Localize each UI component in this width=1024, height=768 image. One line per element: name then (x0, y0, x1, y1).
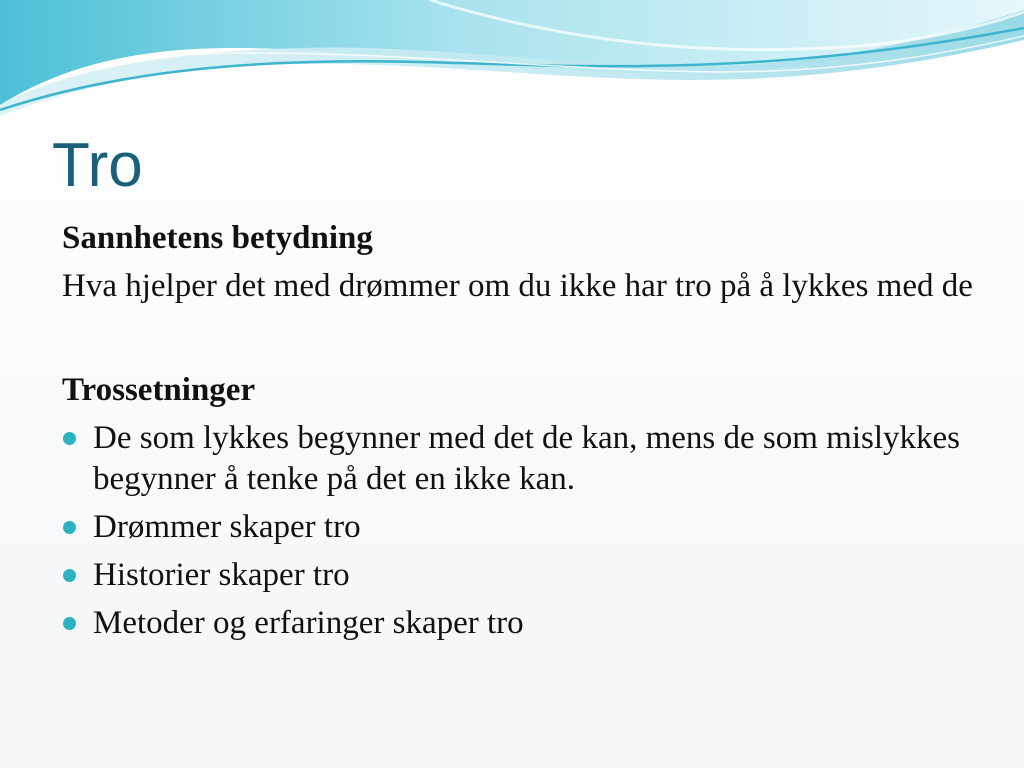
bullet-dot-icon (63, 617, 76, 630)
bullet-text: Historier skaper tro (93, 557, 350, 593)
bullet-dot-icon (63, 432, 76, 445)
section-heading-trossetninger: Trossetninger (62, 372, 256, 408)
bullet-dot-icon (63, 569, 76, 582)
bullet-dot-icon (63, 521, 76, 534)
bullet-item (62, 418, 982, 500)
bullet-item (62, 603, 982, 644)
bullet-text: Drømmer skaper tro (93, 509, 361, 545)
spacer (62, 307, 982, 370)
bullet-text: Metoder og erfaringer skaper tro (93, 605, 524, 641)
header-wave-decoration (0, 0, 1024, 120)
section-heading-sannhetens-betydning: Sannhetens betydning (62, 220, 373, 256)
bullet-text: De som lykkes begynner med det de kan, mens de som mislykkes begynner å tenke på det en ikke kan. (93, 420, 961, 497)
bullet-item (62, 507, 982, 548)
bullet-item (62, 555, 982, 596)
slide-body (62, 218, 982, 651)
bullet-list (62, 418, 982, 644)
section-text-dreams: Hva hjelper det med drømmer om du ikke har tro på å lykkes med de (62, 268, 973, 304)
slide-title: Tro (52, 131, 143, 200)
